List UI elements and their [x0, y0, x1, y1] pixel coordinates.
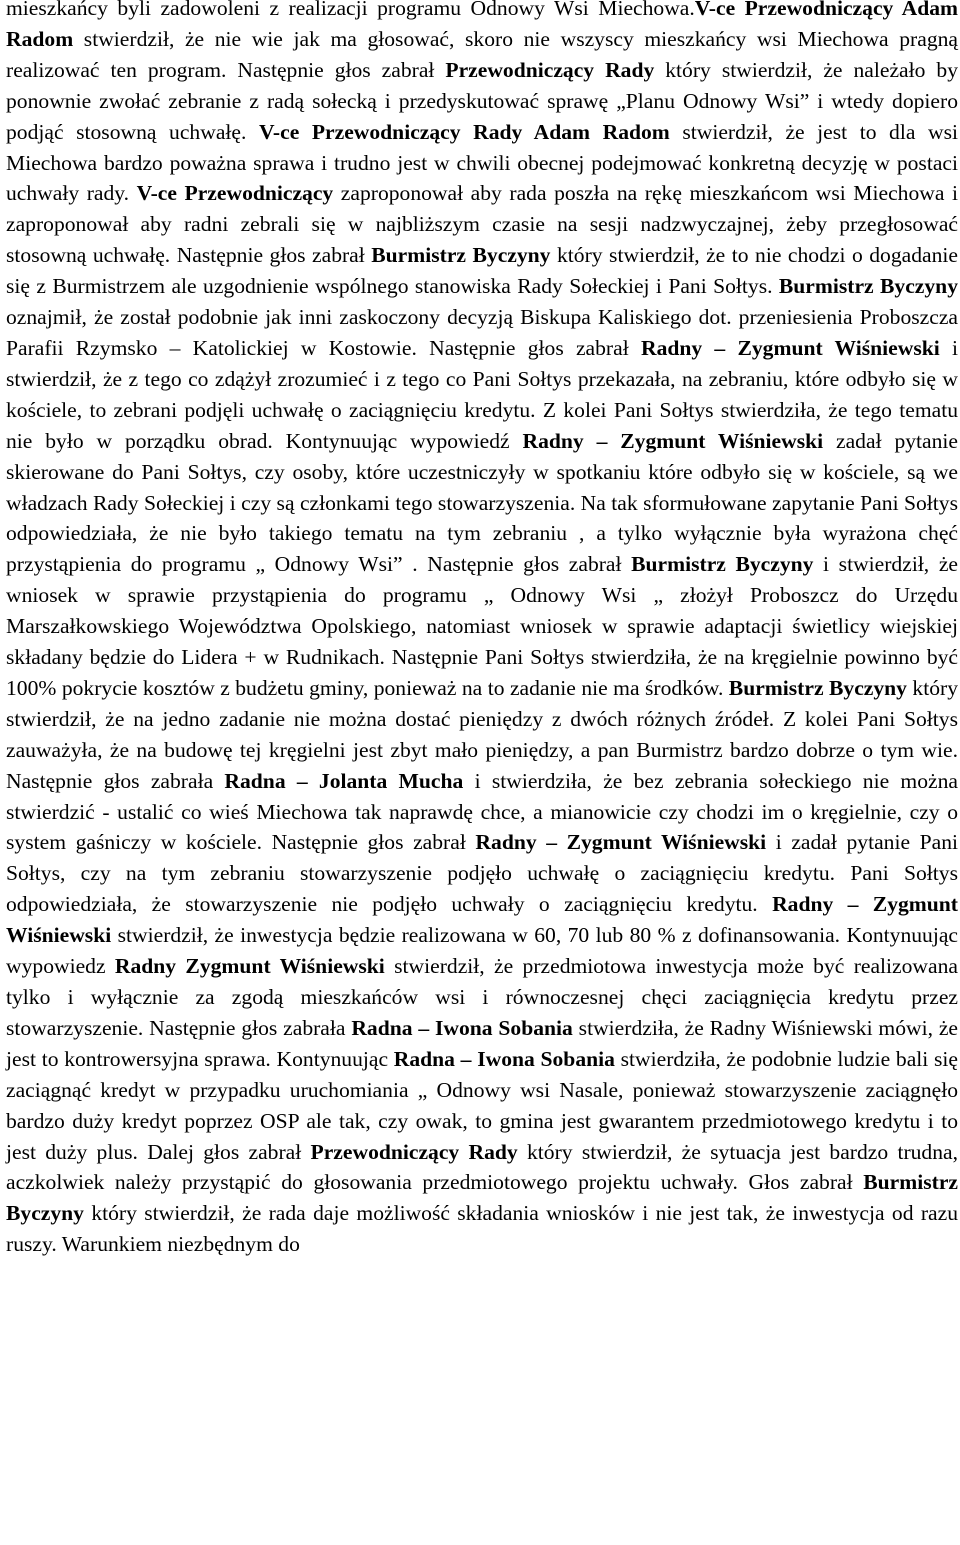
speaker-name: Radna – Jolanta Mucha — [224, 768, 464, 793]
paragraph-text: który stwierdził, że rada daje możliwość składania wniosków i nie jest tak, że inwestycja od razu ruszy. Warunkiem niezbędnym do — [6, 1201, 958, 1257]
paragraph-text: stwierdziła, że Radny Wiśniewski mówi, że jest to kontrowersyjna sprawa. Kontynuując — [6, 1015, 958, 1071]
speaker-name: Przewodniczący Rady — [445, 57, 655, 82]
speaker-name: Burmistrz Byczyny — [778, 274, 958, 299]
speaker-name: Burmistrz Byczyny — [371, 243, 551, 268]
paragraph-text: stwierdziła, że podobnie ludzie bali się zaciągnąć kredyt w przypadku uruchomiania „ Odnowy wsi Nasale, ponieważ stowarzyszenie zaciągnęło bardzo duży kredyt poprzez OSP ale tak, czy owak, to gmina jest gwarantem przedmiotowego kredytu i to jest duży plus. Dalej głos zabrał — [6, 1046, 958, 1164]
paragraph-text: stwierdził, że jest to dla wsi Miechowa bardzo poważna sprawa i trudno jest w chwili obecnej podejmować konkretną decyzję w postaci uchwały rady. — [6, 119, 958, 206]
body-paragraph — [6, 0, 958, 1260]
speaker-name: Radny – Zygmunt Wiśniewski — [475, 830, 767, 855]
paragraph-text: i stwierdził, że wniosek w sprawie przystąpienia do programu „ Odnowy Wsi „ złożył Proboszcz do Urzędu Marszałkowskiego Województwa Opolskiego, natomiast wniosek w sprawie adaptacji świetlicy wiejskiej składany będzie do Lidera + w Rudnikach. Następnie Pani Sołtys stwierdziła, że na kręgielnie powinno być 100% pokrycie kosztów z budżetu gminy, ponieważ na to zadanie nie ma środków. — [6, 552, 958, 700]
paragraph-text: stwierdził, że nie wie jak ma głosować, skoro nie wszyscy mieszkańcy wsi Miechowa pragną realizować ten program. Następnie głos zabrał — [6, 26, 958, 82]
paragraph-text: który stwierdził, że to nie chodzi o dogadanie się z Burmistrzem ale uzgodnienie wspólnego stanowiska Rady Sołeckiej i Pani Sołtys. — [6, 243, 958, 299]
paragraph-text: stwierdził, że przedmiotowa inwestycja może być realizowana tylko i wyłącznie za zgodą mieszkańców wsi i równoczesnej chęci zaciągnięcia kredytu przez stowarzyszenie. Następnie głos zabrała — [6, 954, 958, 1040]
speaker-name: Burmistrz Byczyny — [6, 1170, 958, 1226]
speaker-name: Burmistrz Byczyny — [631, 552, 814, 577]
paragraph-text: i stwierdził, że z tego co zdążył zrozumieć i z tego co Pani Sołtys przekazała, na zebraniu, które odbyło się w kościele, to zebrani podjęli uchwałę o zaciągnięciu kredytu. Z kolei Pani Sołtys stwierdziła, że tego tematu nie było w porządku obrad. Kontynuując wypowiedź — [6, 335, 958, 453]
speaker-name: Przewodniczący Rady — [310, 1139, 518, 1164]
speaker-name: Radny – Zygmunt Wiśniewski — [6, 892, 958, 948]
paragraph-text: mieszkańcy byli zadowoleni z realizacji programu Odnowy Wsi Miechowa. — [6, 0, 695, 20]
speaker-name: Radny Zygmunt Wiśniewski — [114, 954, 385, 979]
speaker-name: V-ce Przewodniczący Adam Radom — [6, 0, 958, 51]
speaker-name: Radna – Iwona Sobania — [351, 1015, 573, 1040]
speaker-name: Radna – Iwona Sobania — [393, 1046, 615, 1071]
paragraph-text: który stwierdził, że na jedno zadanie nie można dostać pieniędzy z dwóch różnych źródeł. Z kolei Pani Sołtys zauważyła, że na budowę tej kręgielni jest zbyt mało pieniędzy, a pan Burmistrz bardzo dobrze o tym wie. Następnie głos zabrała — [6, 675, 958, 793]
speaker-name: Radny – Zygmunt Wiśniewski — [640, 335, 940, 360]
paragraph-text: i zadał pytanie Pani Sołtys, czy na tym zebraniu stowarzyszenie podjęło uchwałę o zaciągnięciu kredytu. Pani Sołtys odpowiedziała, że stowarzyszenie nie podjęło uchwały o zaciągnięciu kredytu. — [6, 830, 959, 917]
paragraph-text: i stwierdziła, że bez zebrania sołeckiego nie można stwierdzić - ustalić co wieś Miechowa tak naprawdę chce, a mianowicie czy chodzi im o kręgielnie, czy o system gaśniczy w kościele. Następnie głos zabrał — [6, 768, 958, 855]
paragraph-text: zaproponował aby rada poszła na rękę mieszkańcom wsi Miechowa i zaproponował aby radni zebrali się w najbliższym czasie na sesji nadzwyczajnej, żeby przegłosować stosowną uchwałę. Następnie głos zabrał — [6, 181, 958, 268]
speaker-name: Burmistrz Byczyny — [728, 675, 907, 700]
speaker-name: V-ce Przewodniczący Rady Adam Radom — [258, 119, 670, 144]
paragraph-text: który stwierdził, że sytuacja jest bardzo trudna, aczkolwiek należy przystąpić do głosowania przedmiotowego projektu uchwały. Głos zabrał — [6, 1139, 959, 1195]
paragraph-text: zadał pytanie skierowane do Pani Sołtys, czy osoby, które uczestniczyły w spotkaniu które odbyło się w kościele, są we władzach Rady Sołeckiej i czy są członkami tego stowarzyszenia. Na tak sformułowane zapytanie Pani Sołtys odpowiedziała, że nie było takiego tematu na tym zebraniu , a tylko wyłącznie była wyrażona chęć przystąpienia do programu „ Odnowy Wsi” . Następnie głos zabrał — [6, 428, 958, 577]
paragraph-text: stwierdził, że inwestycja będzie realizowana w 60, 70 lub 80 % z dofinansowania. Kontynuując wypowiedz — [6, 923, 958, 979]
speaker-name: V-ce Przewodniczący — [136, 181, 334, 206]
paragraph-text: który stwierdził, że należało by ponownie zwołać zebranie z radą sołecką i przedyskutować sprawę „Planu Odnowy Wsi” i wtedy dopiero podjąć stosowną uchwałę. — [6, 57, 959, 144]
paragraph-text: oznajmił, że został podobnie jak inni zaskoczony decyzją Biskupa Kaliskiego dot. przeniesienia Proboszcza Parafii Rzymsko – Katolickiej w Kostowie. Następnie głos zabrał — [6, 305, 958, 360]
speaker-name: Radny – Zygmunt Wiśniewski — [522, 428, 824, 453]
